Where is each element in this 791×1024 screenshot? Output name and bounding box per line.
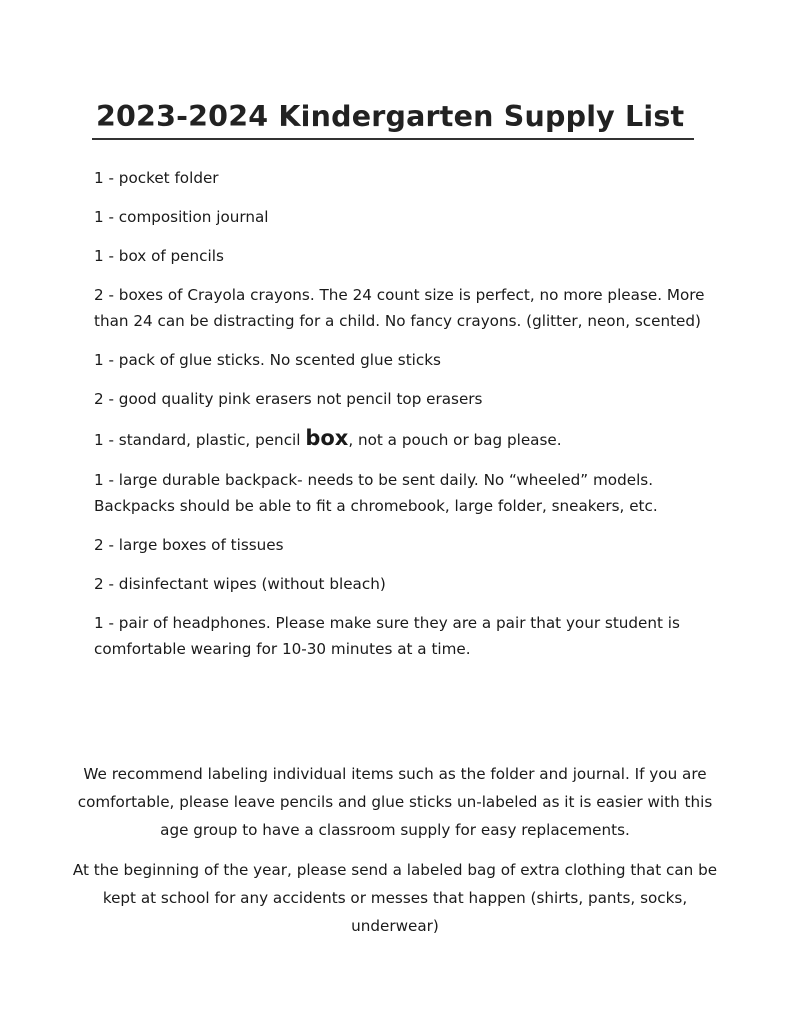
- emphasis-word: box: [305, 426, 349, 450]
- supply-item: 2 - good quality pink erasers not pencil top erasers: [94, 390, 483, 408]
- supply-item: 1 - pocket folder: [94, 169, 219, 187]
- supply-item: 1 - box of pencils: [94, 247, 224, 265]
- supply-item: 1 - composition journal: [94, 208, 269, 226]
- supply-item: 1 - pair of headphones. Please make sure they are a pair that your student is comfortable wearing for 10-30 minutes at a time.: [94, 614, 680, 658]
- supply-item: 1 - large durable backpack- needs to be sent daily. No “wheeled” models. Backpacks should be able to fit a chromebook, large folder, sneakers, etc.: [94, 471, 658, 515]
- supply-item: [94, 425, 714, 453]
- supply-item: 1 - pack of glue sticks. No scented glue sticks: [94, 351, 441, 369]
- supply-item-text: 1 - standard, plastic, pencil: [94, 431, 306, 449]
- supply-item: 2 - disinfectant wipes (without bleach): [94, 575, 386, 593]
- supply-item-text: , not a pouch or bag please.: [348, 431, 562, 449]
- page-title: 2023-2024 Kindergarten Supply List: [96, 100, 685, 133]
- note-paragraph: At the beginning of the year, please send a labeled bag of extra clothing that can be kept at school for any accidents or messes that happen (shirts, pants, socks, underwear): [72, 861, 718, 935]
- supply-list: [94, 165, 714, 675]
- title-underline: [92, 138, 694, 140]
- supply-item: 2 - large boxes of tissues: [94, 536, 284, 554]
- notes-section: [70, 760, 720, 952]
- supply-item: 2 - boxes of Crayola crayons. The 24 count size is perfect, no more please. More than 24 can be distracting for a child. No fancy crayons. (glitter, neon, scented): [94, 286, 705, 330]
- note-paragraph: We recommend labeling individual items such as the folder and journal. If you are comfortable, please leave pencils and glue sticks un-labeled as it is easier with this age group to have a classroom supply for easy replacements.: [77, 765, 713, 839]
